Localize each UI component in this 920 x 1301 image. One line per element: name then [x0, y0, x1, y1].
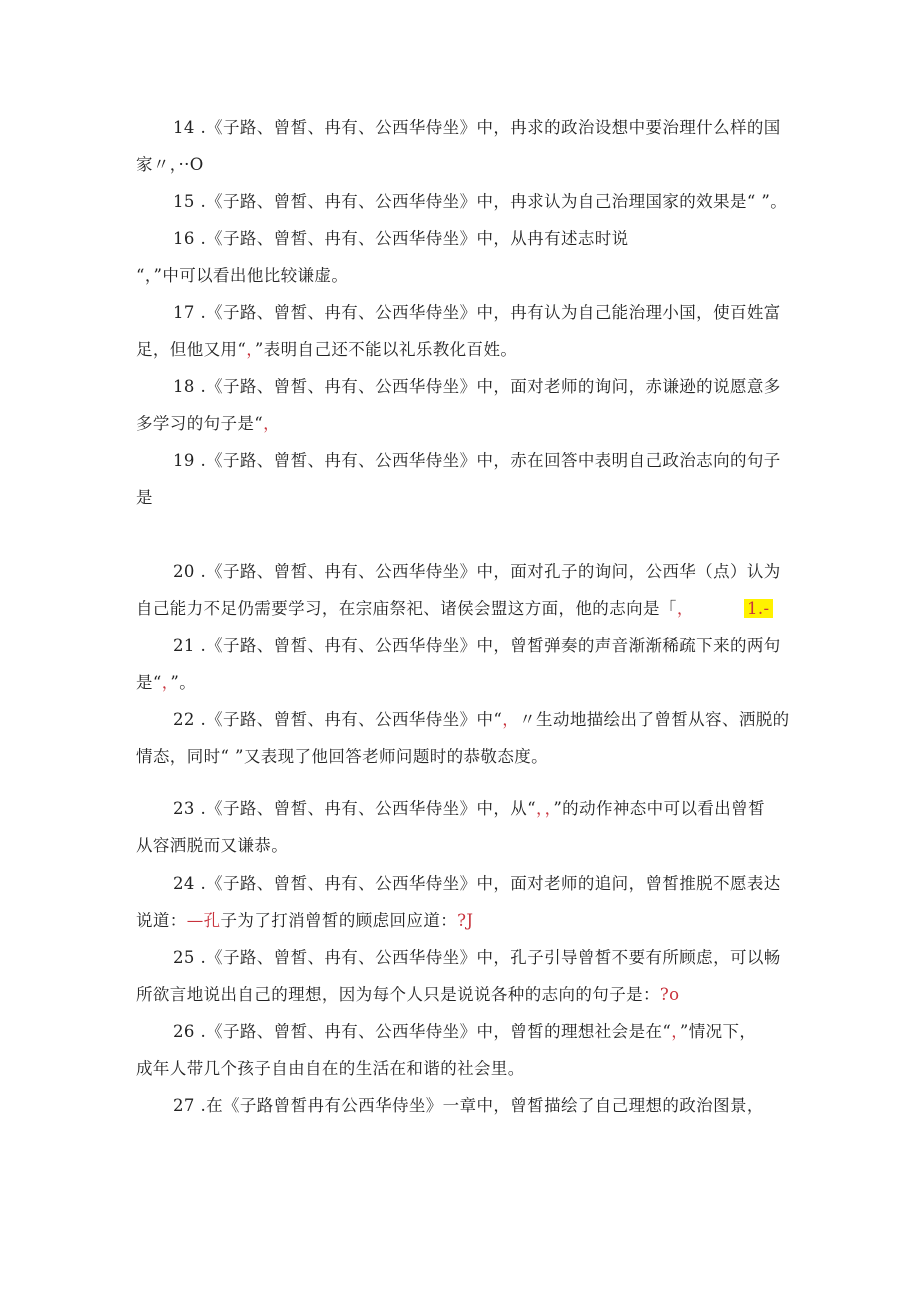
q20-highlight-mark [744, 598, 773, 620]
question-24-line-2 [136, 910, 473, 932]
q26-text-a: 26 .《子路、曾皙、冉有、公西华侍坐》中，曾皙的理想社会是在“ [173, 1022, 672, 1041]
q22-text-a: 22 .《子路、曾皙、冉有、公西华侍坐》中“ [173, 710, 503, 729]
q26-text-c: ”情况下， [679, 1022, 757, 1041]
q21-text-a: 是“ [136, 673, 162, 692]
q22-blank-mark: ， [502, 710, 520, 729]
q20-highlighted-text: 1.- [744, 599, 773, 618]
question-17-line-2 [136, 339, 517, 361]
question-16-line-1: 16 .《子路、曾皙、冉有、公西华侍坐》中，从冉有述志时说 [173, 229, 629, 248]
q17-text-c: ”表明自己还不能以礼乐教化百姓。 [254, 340, 518, 359]
q23-blank-mark: ，， [536, 799, 554, 818]
q20-text-a: 自己能力不足仍需要学习，在宗庙祭祀、诸侯会盟这方面，他的志向是「 [136, 599, 677, 618]
question-14-line-2: 家〃，··O [136, 155, 204, 174]
q26-blank-mark: ， [671, 1022, 680, 1041]
question-26-line-1 [173, 1021, 756, 1043]
question-23-line-2: 从容洒脱而又谦恭。 [136, 836, 289, 855]
q24-end-mark: ?J [457, 911, 474, 930]
question-27-line-1: 27 .在《子路曾皙冉有公西华侍坐》一章中，曾皙描绘了自己理想的政治图景， [173, 1096, 764, 1115]
question-26-line-2: 成年人带几个孩子自由自在的生活在和谐的社会里。 [136, 1059, 525, 1078]
question-18-line-2 [136, 413, 280, 435]
question-17-line-1: 17 .《子路、曾皙、冉有、公西华侍坐》中，冉有认为自己能治理小国，使百姓富 [173, 303, 781, 322]
question-18-line-1: 18 .《子路、曾皙、冉有、公西华侍坐》中，面对老师的询问，赤谦逊的说愿意多 [173, 377, 781, 396]
question-19-line-2: 是 [136, 488, 153, 507]
question-16-line-2: “，”中可以看出他比较谦虚。 [136, 266, 349, 285]
q24-text-c: 子为了打消曾皙的顾虑回应道： [220, 911, 458, 930]
question-20-line-1: 20 .《子路、曾皙、冉有、公西华侍坐》中，面对孔子的询问，公西华（点）认为 [173, 562, 781, 581]
question-14-line-1: 14 .《子路、曾皙、冉有、公西华侍坐》中，冉求的政治设想中要治理什么样的国 [173, 118, 781, 137]
question-24-line-1: 24 .《子路、曾皙、冉有、公西华侍坐》中，面对老师的追问，曾皙推脱不愿表达 [173, 874, 781, 893]
question-25-line-2 [136, 984, 680, 1006]
q23-text-a: 23 .《子路、曾皙、冉有、公西华侍坐》中，从“ [173, 799, 537, 818]
question-20-line-2 [136, 598, 694, 620]
question-23-line-1 [173, 798, 765, 820]
question-19-line-1: 19 .《子路、曾皙、冉有、公西华侍坐》中，赤在回答中表明自己政治志向的句子 [173, 451, 781, 470]
q23-text-c: ”的动作神态中可以看出曾皙 [553, 799, 765, 818]
q17-text-a: 足，但他又用“ [136, 340, 247, 359]
q24-red-mark: —孔 [186, 911, 221, 930]
question-25-line-1: 25 .《子路、曾皙、冉有、公西华侍坐》中，孔子引导曾皙不要有所顾虑，可以畅 [173, 948, 781, 967]
question-22-line-1 [173, 709, 790, 731]
q21-blank-mark: ， [161, 673, 171, 692]
q24-text-a: 说道： [136, 911, 187, 930]
q17-blank-mark: ， [246, 340, 255, 359]
q18-text-a: 多学习的句子是“ [136, 414, 264, 433]
question-15-line-1: 15 .《子路、曾皙、冉有、公西华侍坐》中，冉求认为自己治理国家的效果是“ ”。 [173, 192, 788, 211]
q20-blank-mark: ， [676, 599, 694, 618]
question-21-line-2 [136, 672, 196, 694]
question-21-line-1: 21 .《子路、曾皙、冉有、公西华侍坐》中，曾皙弹奏的声音渐渐稀疏下来的两句 [173, 636, 781, 655]
question-22-line-2: 情态，同时“ ”又表现了他回答老师问题时的恭敬态度。 [136, 747, 549, 766]
q25-end-mark: ?o [659, 985, 680, 1004]
q18-blank-mark: ， [263, 414, 281, 433]
q22-text-c: 〃生动地描绘出了曾皙从容、洒脱的 [519, 710, 790, 729]
q21-text-c: ”。 [170, 673, 197, 692]
q25-text-a: 所欲言地说出自己的理想，因为每个人只是说说各种的志向的句子是： [136, 985, 660, 1004]
